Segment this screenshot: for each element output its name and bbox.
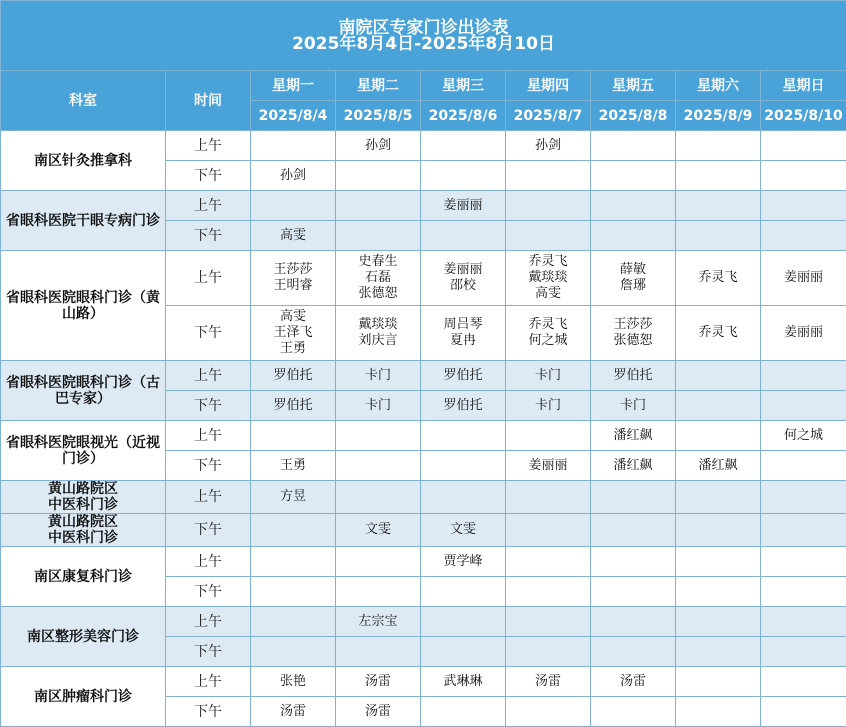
period-label: 上午 — [166, 421, 251, 451]
department-name-line: 中医科门诊 — [1, 497, 165, 513]
doctor-cell — [506, 306, 591, 361]
doctor-cell — [506, 421, 591, 451]
weekday-header: 星期一 — [251, 71, 336, 101]
doctor-cell — [761, 577, 846, 607]
doctor-cell — [251, 547, 336, 577]
doctor-name: 邵校 — [421, 278, 505, 294]
doctor-name: 张德恕 — [336, 286, 420, 302]
doctor-cell — [506, 514, 591, 547]
doctor-cell — [421, 607, 506, 637]
weekday-header: 星期四 — [506, 71, 591, 101]
department-name — [1, 131, 166, 191]
period-label: 下午 — [166, 637, 251, 667]
doctor-cell — [591, 131, 676, 161]
doctor-cell — [506, 161, 591, 191]
doctor-name: 罗伯托 — [251, 368, 335, 384]
period-label: 下午 — [166, 221, 251, 251]
date-header: 2025/8/6 — [421, 101, 506, 131]
doctor-name: 卡门 — [591, 398, 675, 414]
doctor-name: 何之城 — [506, 333, 590, 349]
doctor-cell — [761, 481, 846, 514]
doctor-name: 夏冉 — [421, 333, 505, 349]
department-name-line: 省眼科医院眼视光（近视门诊） — [1, 435, 165, 467]
doctor-cell — [336, 577, 421, 607]
weekday-header: 星期二 — [336, 71, 421, 101]
period-label: 下午 — [166, 161, 251, 191]
doctor-cell — [421, 421, 506, 451]
doctor-cell — [336, 251, 421, 306]
doctor-name: 罗伯托 — [421, 398, 505, 414]
doctor-cell — [336, 481, 421, 514]
doctor-cell — [251, 481, 336, 514]
doctor-name: 乔灵飞 — [506, 254, 590, 270]
doctor-cell — [761, 131, 846, 161]
doctor-cell — [336, 221, 421, 251]
doctor-name: 卡门 — [336, 398, 420, 414]
department-name-line: 中医科门诊 — [1, 530, 165, 546]
doctor-cell — [251, 421, 336, 451]
doctor-cell — [676, 161, 761, 191]
doctor-cell — [591, 607, 676, 637]
doctor-name: 文雯 — [421, 522, 505, 538]
doctor-name: 王莎莎 — [251, 262, 335, 278]
doctor-cell — [421, 361, 506, 391]
doctor-name: 张艳 — [251, 674, 335, 690]
doctor-name: 孙剑 — [336, 138, 420, 154]
doctor-name: 刘庆言 — [336, 333, 420, 349]
doctor-name: 高雯 — [251, 309, 335, 325]
doctor-cell — [761, 607, 846, 637]
date-header: 2025/8/5 — [336, 101, 421, 131]
doctor-cell — [251, 607, 336, 637]
department-name — [1, 361, 166, 421]
period-label: 上午 — [166, 667, 251, 697]
doctor-cell — [506, 391, 591, 421]
doctor-cell — [761, 161, 846, 191]
doctor-cell — [676, 607, 761, 637]
doctor-cell — [761, 306, 846, 361]
dept-column-header: 科室 — [1, 71, 166, 131]
doctor-name: 汤雷 — [251, 704, 335, 720]
doctor-cell — [336, 421, 421, 451]
doctor-cell — [761, 547, 846, 577]
doctor-cell — [591, 697, 676, 727]
doctor-cell — [421, 577, 506, 607]
doctor-name: 姜丽丽 — [421, 198, 505, 214]
doctor-cell — [676, 361, 761, 391]
doctor-cell — [251, 191, 336, 221]
doctor-name: 汤雷 — [336, 674, 420, 690]
doctor-cell — [336, 131, 421, 161]
doctor-name: 高雯 — [506, 286, 590, 302]
doctor-cell — [506, 697, 591, 727]
doctor-name: 周吕琴 — [421, 317, 505, 333]
table-row — [1, 361, 846, 391]
doctor-name: 罗伯托 — [591, 368, 675, 384]
doctor-cell — [336, 191, 421, 221]
doctor-cell — [676, 306, 761, 361]
doctor-cell — [506, 191, 591, 221]
doctor-cell — [251, 361, 336, 391]
table-row — [1, 514, 846, 547]
doctor-cell — [421, 547, 506, 577]
date-header: 2025/8/7 — [506, 101, 591, 131]
doctor-cell — [336, 607, 421, 637]
department-name-line: 南区肿瘤科门诊 — [1, 689, 165, 705]
doctor-name: 乔灵飞 — [676, 270, 760, 286]
doctor-cell — [761, 451, 846, 481]
doctor-name: 姜丽丽 — [421, 262, 505, 278]
doctor-cell — [421, 306, 506, 361]
doctor-name: 戴琰琰 — [506, 270, 590, 286]
doctor-cell — [251, 577, 336, 607]
doctor-cell — [506, 131, 591, 161]
doctor-cell — [676, 391, 761, 421]
table-row — [1, 131, 846, 161]
doctor-cell — [251, 667, 336, 697]
department-name-line: 黄山路院区 — [1, 481, 165, 497]
doctor-cell — [506, 577, 591, 607]
doctor-cell — [421, 391, 506, 421]
doctor-name: 张德恕 — [591, 333, 675, 349]
weekday-header: 星期日 — [761, 71, 846, 101]
doctor-cell — [591, 637, 676, 667]
doctor-name: 姜丽丽 — [761, 270, 846, 286]
doctor-cell — [676, 577, 761, 607]
doctor-cell — [421, 667, 506, 697]
doctor-name: 左宗宝 — [336, 614, 420, 630]
doctor-cell — [761, 251, 846, 306]
doctor-cell — [676, 697, 761, 727]
doctor-name: 罗伯托 — [251, 398, 335, 414]
table-title-cell — [1, 1, 846, 71]
period-label: 上午 — [166, 251, 251, 306]
department-name — [1, 251, 166, 361]
doctor-cell — [761, 221, 846, 251]
doctor-cell — [506, 547, 591, 577]
doctor-name: 姜丽丽 — [761, 325, 846, 341]
doctor-name: 孙剑 — [251, 168, 335, 184]
table-date-range: 2025年8月4日-2025年8月10日 — [1, 36, 846, 52]
doctor-name: 史春生 — [336, 254, 420, 270]
doctor-cell — [506, 667, 591, 697]
doctor-name: 戴琰琰 — [336, 317, 420, 333]
doctor-cell — [506, 481, 591, 514]
doctor-cell — [421, 637, 506, 667]
doctor-cell — [336, 161, 421, 191]
doctor-cell — [591, 306, 676, 361]
doctor-name: 方昱 — [251, 489, 335, 505]
doctor-cell — [506, 451, 591, 481]
doctor-name: 卡门 — [336, 368, 420, 384]
doctor-cell — [591, 391, 676, 421]
doctor-name: 文雯 — [336, 522, 420, 538]
period-column-header: 时间 — [166, 71, 251, 131]
table-row — [1, 191, 846, 221]
doctor-name: 薛敏 — [591, 262, 675, 278]
doctor-cell — [761, 421, 846, 451]
weekday-header: 星期六 — [676, 71, 761, 101]
doctor-cell — [336, 637, 421, 667]
table-row — [1, 547, 846, 577]
doctor-cell — [251, 161, 336, 191]
doctor-cell — [761, 667, 846, 697]
doctor-name: 汤雷 — [336, 704, 420, 720]
doctor-cell — [336, 547, 421, 577]
period-label: 下午 — [166, 451, 251, 481]
doctor-name: 武琳琳 — [421, 674, 505, 690]
department-name-line: 省眼科医院眼科门诊（黄山路） — [1, 290, 165, 322]
date-header: 2025/8/9 — [676, 101, 761, 131]
doctor-cell — [251, 251, 336, 306]
doctor-cell — [761, 361, 846, 391]
doctor-cell — [251, 451, 336, 481]
doctor-cell — [251, 697, 336, 727]
department-name — [1, 667, 166, 727]
doctor-cell — [761, 191, 846, 221]
doctor-name: 孙剑 — [506, 138, 590, 154]
weekday-header: 星期五 — [591, 71, 676, 101]
doctor-cell — [336, 514, 421, 547]
doctor-cell — [761, 391, 846, 421]
department-name — [1, 481, 166, 514]
date-header: 2025/8/10 — [761, 101, 846, 131]
doctor-cell — [421, 131, 506, 161]
doctor-cell — [506, 607, 591, 637]
doctor-cell — [676, 451, 761, 481]
doctor-cell — [251, 637, 336, 667]
doctor-cell — [506, 251, 591, 306]
doctor-cell — [421, 161, 506, 191]
doctor-name: 卡门 — [506, 398, 590, 414]
doctor-cell — [591, 221, 676, 251]
doctor-cell — [591, 451, 676, 481]
doctor-cell — [421, 514, 506, 547]
doctor-name: 王勇 — [251, 341, 335, 357]
date-header: 2025/8/8 — [591, 101, 676, 131]
department-name-line: 南区康复科门诊 — [1, 569, 165, 585]
period-label: 下午 — [166, 577, 251, 607]
doctor-name: 潘红飙 — [591, 458, 675, 474]
doctor-cell — [506, 221, 591, 251]
table-row — [1, 607, 846, 637]
doctor-cell — [506, 637, 591, 667]
doctor-cell — [336, 667, 421, 697]
department-name — [1, 547, 166, 607]
doctor-cell — [591, 251, 676, 306]
period-label: 上午 — [166, 191, 251, 221]
doctor-cell — [251, 391, 336, 421]
doctor-cell — [676, 191, 761, 221]
period-label: 上午 — [166, 131, 251, 161]
department-name-line: 省眼科医院眼科门诊（古巴专家） — [1, 375, 165, 407]
doctor-cell — [251, 131, 336, 161]
doctor-name: 石磊 — [336, 270, 420, 286]
doctor-name: 卡门 — [506, 368, 590, 384]
doctor-cell — [336, 697, 421, 727]
doctor-cell — [676, 221, 761, 251]
doctor-cell — [676, 514, 761, 547]
period-label: 下午 — [166, 391, 251, 421]
doctor-cell — [591, 667, 676, 697]
table-title: 南院区专家门诊出诊表 — [1, 20, 846, 36]
doctor-name: 乔灵飞 — [676, 325, 760, 341]
doctor-cell — [591, 361, 676, 391]
table-row — [1, 421, 846, 451]
doctor-cell — [336, 306, 421, 361]
doctor-cell — [591, 421, 676, 451]
doctor-cell — [676, 481, 761, 514]
doctor-cell — [251, 306, 336, 361]
doctor-name: 汤雷 — [591, 674, 675, 690]
department-name-line: 黄山路院区 — [1, 514, 165, 530]
department-name-line: 南区针灸推拿科 — [1, 153, 165, 169]
period-label: 上午 — [166, 607, 251, 637]
doctor-name: 潘红飙 — [591, 428, 675, 444]
doctor-name: 姜丽丽 — [506, 458, 590, 474]
department-name — [1, 421, 166, 481]
doctor-name: 汤雷 — [506, 674, 590, 690]
doctor-name: 高雯 — [251, 228, 335, 244]
doctor-name: 王明睿 — [251, 278, 335, 294]
doctor-cell — [591, 481, 676, 514]
doctor-name: 乔灵飞 — [506, 317, 590, 333]
doctor-cell — [676, 547, 761, 577]
doctor-cell — [591, 161, 676, 191]
doctor-cell — [336, 361, 421, 391]
doctor-name: 罗伯托 — [421, 368, 505, 384]
doctor-cell — [676, 251, 761, 306]
doctor-cell — [421, 697, 506, 727]
doctor-cell — [336, 451, 421, 481]
department-name — [1, 514, 166, 547]
doctor-name: 王泽飞 — [251, 325, 335, 341]
doctor-name: 何之城 — [761, 428, 846, 444]
doctor-cell — [676, 667, 761, 697]
doctor-cell — [761, 514, 846, 547]
doctor-cell — [676, 421, 761, 451]
doctor-cell — [591, 577, 676, 607]
doctor-cell — [591, 514, 676, 547]
doctor-cell — [761, 697, 846, 727]
period-label: 下午 — [166, 306, 251, 361]
period-label: 上午 — [166, 547, 251, 577]
doctor-cell — [421, 481, 506, 514]
department-name — [1, 191, 166, 251]
doctor-cell — [421, 221, 506, 251]
doctor-cell — [591, 547, 676, 577]
doctor-name: 詹琊 — [591, 278, 675, 294]
doctor-name: 王莎莎 — [591, 317, 675, 333]
doctor-cell — [676, 637, 761, 667]
table-row — [1, 667, 846, 697]
doctor-cell — [591, 191, 676, 221]
doctor-name: 潘红飙 — [676, 458, 760, 474]
department-name-line: 省眼科医院干眼专病门诊 — [1, 213, 165, 229]
weekday-header: 星期三 — [421, 71, 506, 101]
date-header: 2025/8/4 — [251, 101, 336, 131]
table-row — [1, 251, 846, 306]
doctor-cell — [251, 221, 336, 251]
period-label: 下午 — [166, 697, 251, 727]
period-label: 上午 — [166, 361, 251, 391]
department-name-line: 南区整形美容门诊 — [1, 629, 165, 645]
doctor-cell — [421, 451, 506, 481]
doctor-cell — [336, 391, 421, 421]
doctor-name: 王勇 — [251, 458, 335, 474]
doctor-cell — [676, 131, 761, 161]
doctor-cell — [251, 514, 336, 547]
doctor-name: 贾学峰 — [421, 554, 505, 570]
department-name — [1, 607, 166, 667]
period-label: 上午 — [166, 481, 251, 514]
table-row — [1, 481, 846, 514]
period-label: 下午 — [166, 514, 251, 547]
doctor-cell — [421, 251, 506, 306]
doctor-cell — [506, 361, 591, 391]
doctor-cell — [761, 637, 846, 667]
doctor-cell — [421, 191, 506, 221]
